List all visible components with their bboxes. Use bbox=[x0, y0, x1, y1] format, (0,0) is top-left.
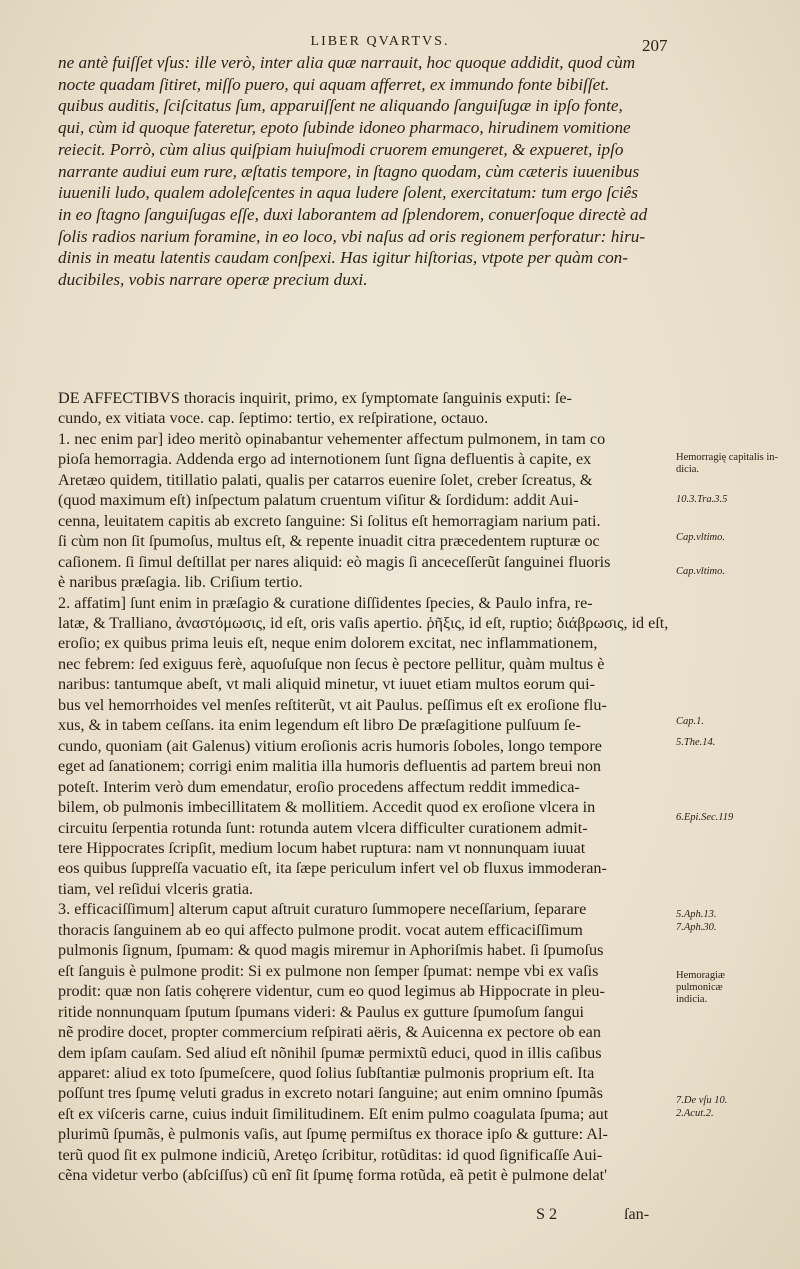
page-footer bbox=[0, 1205, 800, 1225]
text-line: reiecit. Porrò, cùm alius quiſpiam huiuſmodi cruorem emungeret, & expueret, ipſo bbox=[58, 139, 624, 159]
text-line: cundo, quoniam (ait Galenus) vitium eroſionis acris humoris ſoboles, longo tempore bbox=[58, 736, 602, 755]
text-line: plurimũ ſpumãs, è pulmonis vaſis, aut ſpumę permiſtus ex thorace ipſo & gutture: Al- bbox=[58, 1125, 608, 1144]
text-line: ſolis radios narium foramine, in eo loco, vbi naſus ad oris regionem perforatur: hiru- bbox=[58, 226, 646, 246]
text-line: bus vel hemorrhoides vel menſes reſtiterũt, vt ait Paulus. peſſimus eſt ex eroſione flu- bbox=[58, 695, 607, 714]
text-line: in eo ſtagno ſanguiſugas eſſe, duxi laborantem ad ſplendorem, conuerſoque directè ad bbox=[58, 204, 648, 224]
margin-note: Cap.1. bbox=[676, 716, 705, 727]
commentary-text-block bbox=[58, 388, 668, 1186]
text-line: bilem, ob pulmonis imbecillitatem & mollitiem. Accedit quod ex eroſione vlcera in bbox=[58, 798, 596, 817]
text-line: naribus: tantumque abeſt, vt mali aliquid minetur, vt iuuet etiam multos eorum qui- bbox=[58, 675, 596, 694]
text-line: DE AFFECTIBVS thoracis inquirit, primo, ex ſymptomate ſanguinis exputi: ſe- bbox=[58, 389, 572, 407]
text-line: noctе quadam ſitiret, miſſo puero, qui aquam afferret, ex immundo fonte bibiſſet. bbox=[58, 74, 610, 94]
text-line: è naribus præſagia. lib. Criſium tertio. bbox=[58, 573, 303, 592]
text-line: narrante audiui eum rure, æſtatis tempore, in ſtagno quodam, cùm cæteris iuuenibus bbox=[58, 161, 640, 181]
text-line: eroſio; ex quibus prima leuis eſt, neque enim dolorem excitat, nec inflammationem, bbox=[58, 634, 598, 653]
text-line: eſt ſanguis è pulmone prodit: Si ex pulmone non ſemper ſpumat: nempe vbi ex vaſis bbox=[58, 961, 599, 980]
text-line: 2. affatim] ſunt enim in præſagio & curatione diſſidentes ſpecies, & Paulo infra, re- bbox=[58, 593, 593, 612]
text-line: iuuenili ludo, qualem adoleſcentes in aqua ludere ſolent, exercitatum: tum ergo ſciês bbox=[58, 183, 638, 203]
text-line: circuitu ſerpentia rotunda ſunt: rotunda autem vlcera difficulter curationem admit- bbox=[58, 818, 588, 837]
page-number: 207 bbox=[642, 36, 668, 55]
margin-note: Hemoragiæ pulmonicæ indicia. bbox=[676, 970, 725, 1005]
margin-note: 5.Aph.13. bbox=[676, 909, 717, 920]
catchword: ſan- bbox=[624, 1205, 650, 1223]
text-line: pulmonis ſignum, ſpumam: & quod magis miremur in Aphoriſmis habet. ſi ſpumoſus bbox=[58, 941, 604, 960]
text-line: ſi cùm non ſit ſpumoſus, multus eſt, & repente inuadit citra præcedentem rupturæ oc bbox=[58, 532, 600, 551]
margin-note: Hemorragię capitalis in-dicia. bbox=[676, 452, 779, 475]
margin-note: 5.The.14. bbox=[676, 737, 716, 748]
text-line: quibus auditis, ſciſcitatus ſum, apparuiſſent ne aliquando ſanguiſugæ in ipſo fonte, bbox=[58, 96, 623, 116]
margin-note: 6.Epi.Sec.119 bbox=[676, 812, 734, 823]
text-line: eos quibus ſuppreſſa vacuatio eſt, ita ſæpe periculum infert vel ob fluxus immoderan- bbox=[58, 859, 607, 878]
margin-note: Cap.vltimo. bbox=[676, 566, 725, 577]
signature-mark: S 2 bbox=[536, 1205, 558, 1223]
text-line: dinis in meatu latentis caudam conſpexi. Has igitur hiſtorias, vtpote per quàm con- bbox=[58, 248, 628, 268]
text-line: ritide nonnunquam ſputum ſpumans videri: & Paulus ex gutture ſpumoſum ſangui bbox=[58, 1002, 585, 1021]
text-line: Aretæo quidem, titillatio palati, qualis per catarros euenire ſolet, creber ſcreatus, & bbox=[58, 470, 593, 489]
text-line: tere Hippocrates ſcripſit, medium locum habet ruptura: nam vt nonnunquam iuuat bbox=[58, 838, 586, 857]
text-line: apparet: aliud ex toto ſpumeſcere, quod ſolius ſubſtantiæ pulmonis proprium eſt. Ita bbox=[58, 1063, 595, 1082]
text-line: 3. efficaciſſimum] alterum caput aſtruit curaturo ſummopere neceſſarium, ſeparare bbox=[58, 900, 587, 919]
text-line: nẽ prodire docet, propter commercium reſpirati aëris, & Auicenna ex pectore ob ean bbox=[58, 1023, 601, 1042]
margin-note: 10.3.Tra.3.5 bbox=[676, 494, 728, 505]
text-line: cundo, ex vitiata voce. cap. ſeptimo: tertio, ex reſpiratione, octauo. bbox=[58, 409, 489, 428]
margin-note: 7.De vſu 10. bbox=[676, 1095, 728, 1106]
text-line: eſt ex viſceris carne, cuius induit ſimilitudinem. Eſt enim pulmo coagulata ſpuma; aut bbox=[58, 1104, 609, 1123]
text-line: ne antè fuiſſet vſus: ille verò, inter alia quæ narrauit, hoc quoque addidit, quod cùm bbox=[58, 53, 636, 72]
text-line: caſionem. ſi ſimul deſtillat per nares aliquid: eò magis ſi anceceſſerũt ſanguinei fluoris bbox=[58, 552, 611, 571]
text-line: (quod maximum eſt) inſpectum palatum cruentum viſitur & ſordidum: addit Aui- bbox=[58, 491, 579, 510]
margin-note: 2.Acut.2. bbox=[676, 1108, 714, 1119]
running-head: LIBER QVARTVS. bbox=[310, 34, 450, 49]
text-line: terũ quod ſit ex pulmone indiciũ, Aretęo ſcribitur, rotũditas: id quod ſignificaſſe Aui- bbox=[58, 1145, 603, 1164]
text-line: ducibiles, vobis narrare operæ precium duxi. bbox=[58, 270, 368, 290]
text-line: eget ad ſanationem; corrigi enim malitia illa humoris defluentis ad partem breui non bbox=[58, 757, 602, 776]
text-line: 1. nec enim par] ideo meritò opinabantur vehementer affectum pulmonem, in tam co bbox=[58, 429, 606, 448]
text-line: prodit: quæ non ſatis cohęrere videntur, cum eo quod legimus ab Hippocrate in pleu- bbox=[58, 982, 605, 1001]
text-line: latæ, & Tralliano, ἀναστόμωσις, id eſt, oris vaſis apertio. ῥῆξις, id eſt, ruptio; διάβρωσις, id eſt, bbox=[58, 613, 669, 632]
text-line: dem ipſam cauſam. Sed aliud eſt nõnihil ſpumæ permixtũ educi, quod in illis caſibus bbox=[58, 1043, 602, 1062]
italic-text-block bbox=[58, 52, 658, 291]
margin-note: 7.Aph.30. bbox=[676, 922, 717, 933]
text-line: xus, & in tabem ceſſans. ita enim legendum eſt libro De præſagitione pulſuum ſe- bbox=[58, 716, 581, 735]
text-line: qui, cùm id quoque fateretur, epoto ſubinde idoneo pharmaco, hirudinem vomitione bbox=[58, 118, 631, 138]
text-line: pioſa hemorragia. Addenda ergo ad internotionem ſunt ſigna defluentis à capite, ex bbox=[58, 450, 592, 469]
text-line: cẽna videtur verbo (abſciſſus) cũ enĩ ſit ſpumę forma rotũda, eã petit è pulmone delat' bbox=[58, 1166, 608, 1185]
text-line: tiam, vel reſidui vlceris gratia. bbox=[58, 879, 254, 898]
text-line: nec febrem: ſed exiguus ferè, aquoſuſque non ſecus è pectore pellitur, quàm multus è bbox=[58, 654, 605, 673]
text-line: thoracis ſanguinem ab eo qui affecto pulmone prodit. vocat autem efficaciſſimum bbox=[58, 920, 583, 939]
text-line: poteſt. Interim verò dum emendatur, eroſio procedens affectum reddit immedica- bbox=[58, 777, 580, 796]
text-line: cenna, leuitatem capitis ab excreto ſanguine: Si ſolitus eſt hemorragiam narium pati. bbox=[58, 511, 601, 530]
margin-note: Cap.vltimo. bbox=[676, 532, 725, 543]
text-line: poſſunt tres ſpumę veluti gradus in excreto notari ſanguine; aut enim omnino ſpumãs bbox=[58, 1084, 603, 1103]
